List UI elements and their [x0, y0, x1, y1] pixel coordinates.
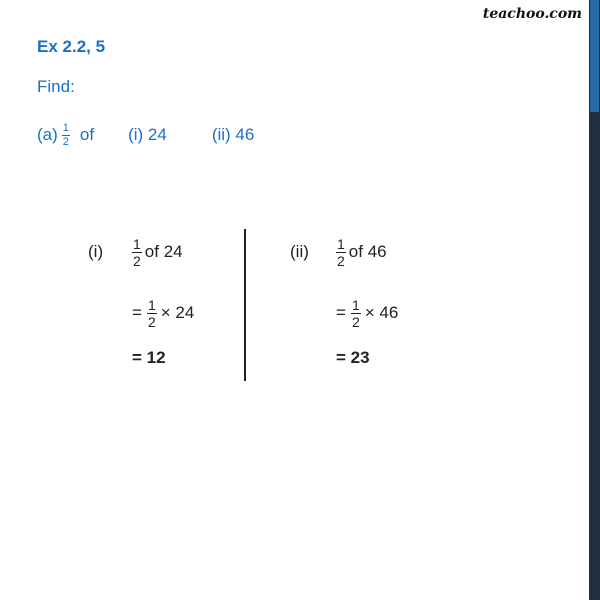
solution-ii-line1	[336, 235, 387, 269]
fraction-denominator: 2	[351, 313, 360, 330]
solution-ii-line1-text: of 46	[348, 242, 387, 261]
find-label: Find:	[37, 77, 75, 96]
solution-ii-line2-fraction	[351, 298, 361, 329]
solution-i-line2-text: × 24	[160, 303, 195, 322]
column-divider	[244, 229, 246, 381]
solution-i-line1	[132, 235, 183, 269]
solution-ii-result: = 23	[336, 348, 370, 367]
solution-i-fraction	[132, 237, 142, 268]
question-option-i: (i) 24	[128, 125, 167, 144]
solution-i-line2-fraction	[147, 298, 157, 329]
fraction-denominator: 2	[133, 252, 141, 269]
slide-scrollbar[interactable]	[589, 0, 600, 600]
solution-ii-label: (ii)	[290, 242, 309, 261]
solution-ii-line2-text: × 46	[364, 303, 399, 322]
solution-ii-fraction	[336, 237, 346, 268]
solution-i-label: (i)	[88, 242, 104, 261]
solution-i-result: = 12	[132, 348, 166, 367]
brand-logo: teachoo.com	[482, 6, 582, 22]
fraction-numerator: 1	[351, 296, 360, 313]
question-of: of	[79, 125, 95, 144]
question-part-label: (a)	[37, 125, 58, 144]
fraction-numerator: 1	[62, 121, 69, 134]
scrollbar-thumb[interactable]	[590, 0, 599, 112]
fraction-numerator: 1	[147, 296, 156, 313]
fraction-numerator: 1	[133, 235, 141, 252]
question-option-ii: (ii) 46	[211, 125, 255, 144]
fraction-denominator: 2	[62, 135, 69, 148]
question-line	[37, 118, 254, 152]
solution-ii-line2	[336, 296, 398, 330]
equals-sign: =	[132, 303, 142, 322]
solution-i-line1-text: of 24	[144, 242, 183, 261]
fraction-denominator: 2	[147, 313, 156, 330]
fraction-denominator: 2	[337, 252, 345, 269]
equals-sign: =	[336, 303, 346, 322]
solution-i-line2	[132, 296, 194, 330]
fraction-numerator: 1	[337, 235, 345, 252]
page-title: Ex 2.2, 5	[37, 37, 106, 56]
question-fraction	[62, 123, 70, 148]
